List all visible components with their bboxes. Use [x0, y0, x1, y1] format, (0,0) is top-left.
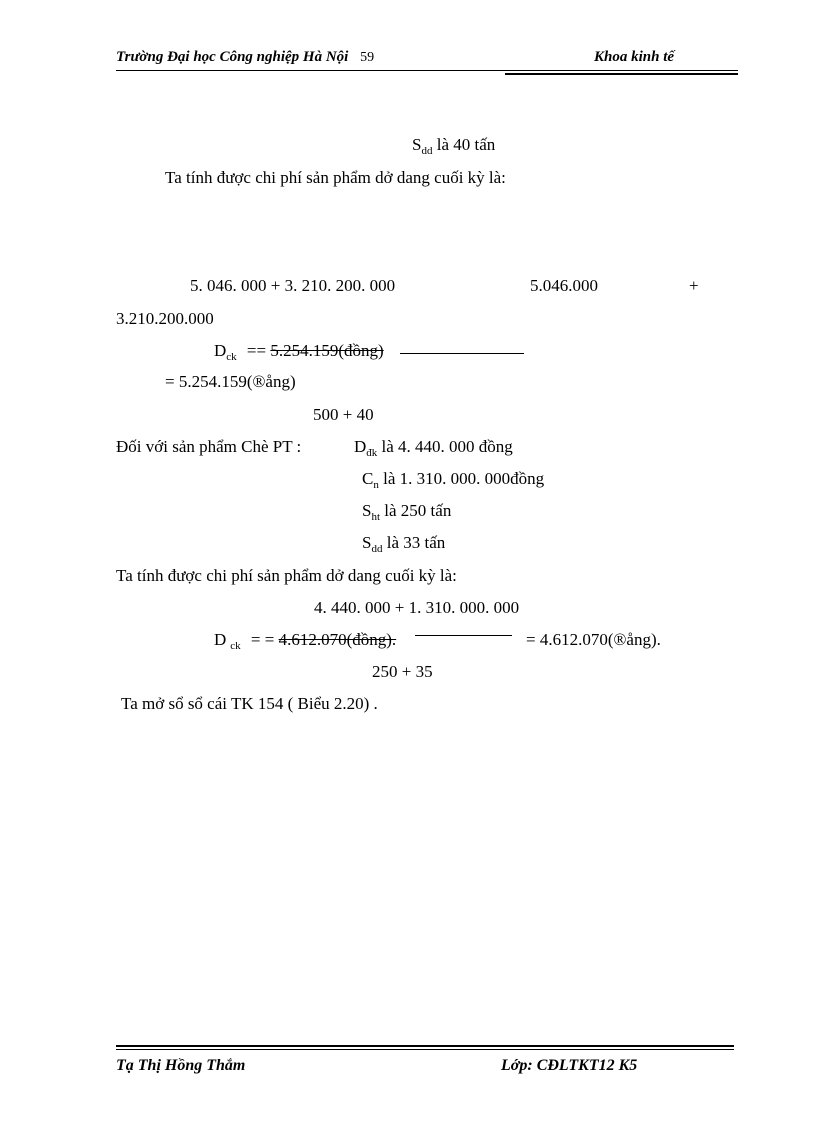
- denominator-1: 500 + 40: [313, 405, 374, 424]
- dck-line-1: $D_{ck}$ == 5.254.159(đồng): [214, 341, 384, 363]
- page-number: 59: [360, 50, 375, 65]
- dck-subscript-1: ck: [226, 351, 237, 363]
- numerator-1-cont: 3.210.200.000: [116, 309, 214, 328]
- numerator-1-plus: +: [689, 276, 699, 295]
- result-1: = 5.254.159(®ång): [165, 372, 296, 391]
- header-school: Trường Đại học Công nghiệp Hà Nội 59: [116, 49, 375, 65]
- paragraph-1: Ta tính được chi phí sản phẩm dở dang cuối kỳ là:: [165, 168, 506, 187]
- sht-subscript: ht: [371, 511, 381, 523]
- dck-line-2: D $_{ck}$ = = 4.612.070(đồng).: [214, 630, 397, 652]
- footer-rule-top: [116, 1045, 734, 1047]
- header-faculty: Khoa kinh tế: [594, 49, 675, 65]
- fraction-bar-1: [400, 353, 524, 354]
- dck-subscript-2: ck: [230, 640, 241, 652]
- numerator-1-mid: 5.046.000: [530, 276, 598, 295]
- sdd-line-1: $S_{dd}$ là 40 tấn: [412, 135, 496, 157]
- pt-label: Đối với sản phẩm Chè PT :: [116, 437, 302, 456]
- ddk-line: $D_{đk}$ là 4. 440. 000 đồng: [354, 437, 513, 459]
- numerator-2: 4. 440. 000 + 1. 310. 000. 000: [314, 598, 520, 617]
- sht-line: $S_{ht}$ là 250 tấn: [362, 501, 452, 523]
- cn-line: $C_n$ là 1. 310. 000. 000đồng: [362, 469, 545, 491]
- header-rule-bottom: [505, 73, 738, 75]
- paragraph-2: Ta tính được chi phí sản phẩm dở dang cuối kỳ là:: [116, 566, 457, 585]
- cn-subscript: n: [373, 479, 379, 491]
- denominator-2: 250 + 35: [372, 662, 433, 681]
- dck-value-1: 5.254.159(đồng): [270, 341, 384, 360]
- header-rule-top: [116, 70, 738, 71]
- footer-rule-bottom: [116, 1049, 734, 1050]
- dck-value-2: 4.612.070(đồng).: [278, 630, 397, 649]
- footer-class: Lớp: CĐLTKT12 K5: [501, 1057, 638, 1074]
- sdd-subscript-1: dd: [421, 145, 433, 157]
- sdd-line-2: $S_{dd}$ là 33 tấn: [362, 533, 446, 555]
- paragraph-3: Ta mở sổ sổ cái TK 154 ( Biểu 2.20) .: [121, 694, 378, 713]
- footer-author: Tạ Thị Hồng Thắm: [116, 1057, 246, 1074]
- fraction-bar-2: [415, 635, 512, 636]
- result-2: = 4.612.070(®ång).: [526, 630, 661, 649]
- sdd-subscript-2: dd: [371, 543, 383, 555]
- numerator-1: 5. 046. 000 + 3. 210. 200. 000: [190, 276, 396, 295]
- ddk-subscript: đk: [366, 447, 378, 459]
